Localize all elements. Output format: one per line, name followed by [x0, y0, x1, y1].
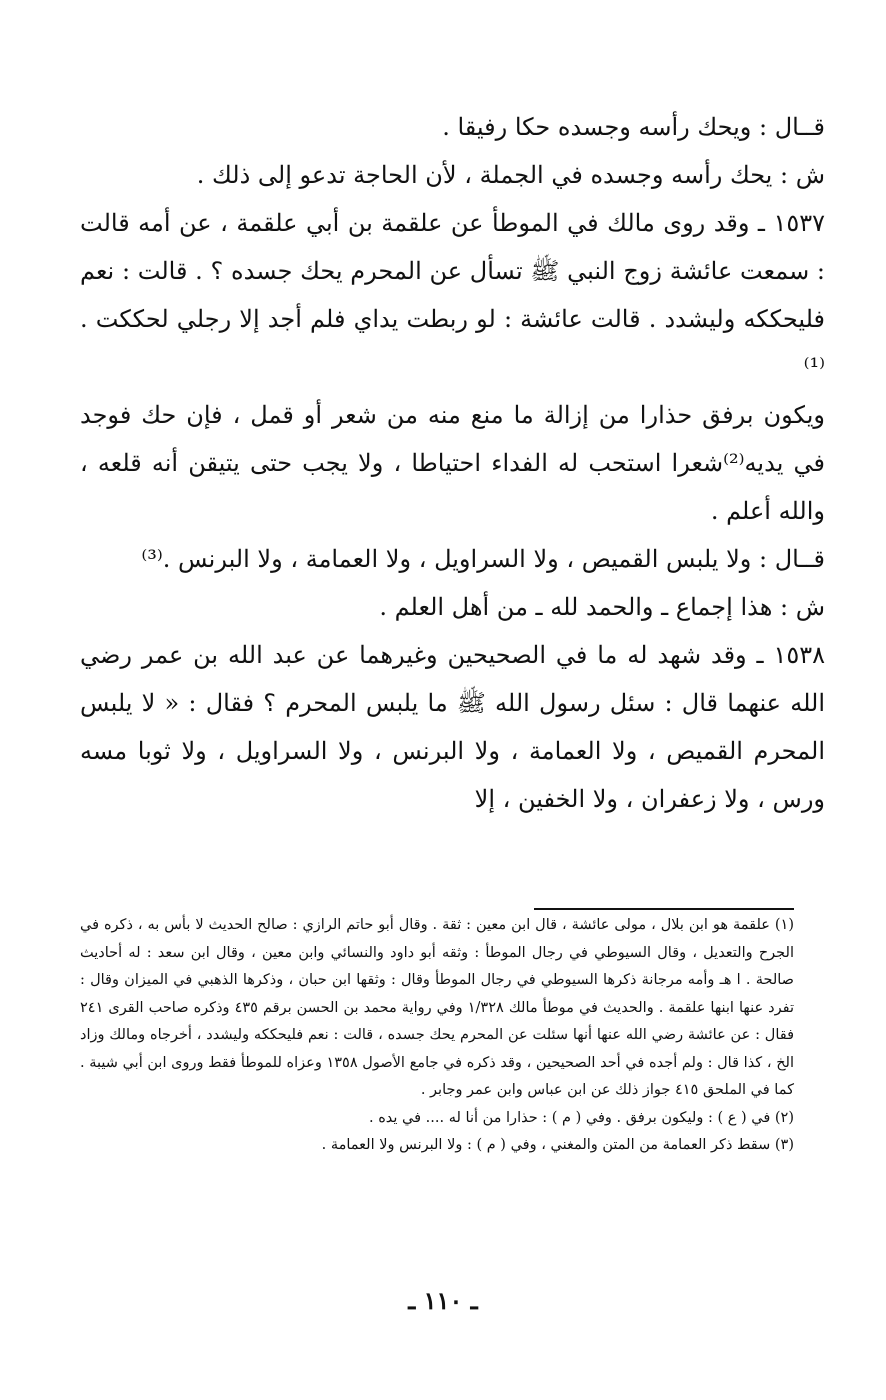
main-text — [80, 103, 825, 823]
paragraph-sharh-2: ش : هذا إجماع ـ والحمد لله ـ من أهل العلم . — [379, 593, 825, 621]
paragraph-commentary-1: ويكون برفق حذارا من إزالة ما منع منه من شعر أو قمل ، فإن حك فوجد في يديه⁽²⁾شعرا استحب له الفداء احتياطا ، ولا يجب حتى يتيقن أنه قلعه ، والله أعلم . — [80, 401, 826, 525]
footnote-separator — [534, 908, 794, 910]
paragraph-sharh-1: ش : يحك رأسه وجسده في الجملة ، لأن الحاجة تدعو إلى ذلك . — [196, 161, 825, 189]
footnote-3: (٣) سقط ذكر العمامة من المتن والمغني ، وفي ( م ) : ولا البرنس ولا العمامة . — [321, 1137, 794, 1153]
footnote-1: (١) علقمة هو ابن بلال ، مولى عائشة ، قال ابن معين : ثقة . وقال أبو حاتم الرازي : صالح الحديث لا بأس به ، ذكره في الجرح والتعديل ، وقال السيوطي في رجال الموطأ : وثقه أبو داود والنسائي وابن معين ، وقال ابن سعد : له أحاديث صالحة . ا هـ وأمه مرجانة ذكرها السيوطي في رجال الموطأ وقال : وثقها ابن حبان ، وذكرها الذهبي في الميزان وقال : تفرد عنها ابنها علقمة . والحديث في موطأ مالك ١/٣٢٨ وفي رواية محمد بن الحسن برقم ٤٣٥ وذكره صاحب القرى ٢٤١ فقال : عن عائشة رضي الله عنها أنها سئلت عن المحرم يحك جسده ، قالت : نعم فليحككه وليشدد ، أخرجاه ومالك وزاد الخ ، كذا قال : ولم أجده في أحد الصحيحين ، وقد ذكره في جامع الأصول ١٣٥٨ وعزاه للموطأ فقط وروى ابن أبي شيبة . كما في الملحق ٤١٥ جواز ذلك عن ابن عباس وابن عمر وجابر . — [80, 917, 795, 1098]
footnotes — [80, 912, 794, 1160]
footnote-2: (٢) في ( ع ) : وليكون برفق . وفي ( م ) : حذارا من أنا له .... في يده . — [368, 1109, 794, 1126]
page-number: ـ ١١٠ ـ — [408, 1286, 478, 1315]
paragraph-qala-1: قــال : ويحك رأسه وجسده حكا رفيقا . — [442, 113, 825, 141]
paragraph-hadith-1538: ١٥٣٨ ـ وقد شهد له ما في الصحيحين وغيرهما عن عبد الله بن عمر رضي الله عنهما قال : سئل رسول الله ﷺ ما يلبس المحرم ؟ فقال : « لا يلبس المحرم القميص ، ولا العمامة ، ولا البرنس ، ولا السراويل ، ولا ثوبا مسه ورس ، ولا زعفران ، ولا الخفين ، إلا — [80, 641, 825, 813]
paragraph-qala-2: قــال : ولا يلبس القميص ، ولا السراويل ، ولا العمامة ، ولا البرنس .⁽³⁾ — [141, 545, 825, 573]
paragraph-hadith-1537: ١٥٣٧ ـ وقد روى مالك في الموطأ عن علقمة بن أبي علقمة ، عن أمه قالت : سمعت عائشة زوج النبي ﷺ تسأل عن المحرم يحك جسده ؟ . قالت : نعم فليحككه وليشدد . قالت عائشة : لو ربطت يداي فلم أجد إلا رجلي لحككت .⁽¹⁾ — [80, 209, 825, 381]
